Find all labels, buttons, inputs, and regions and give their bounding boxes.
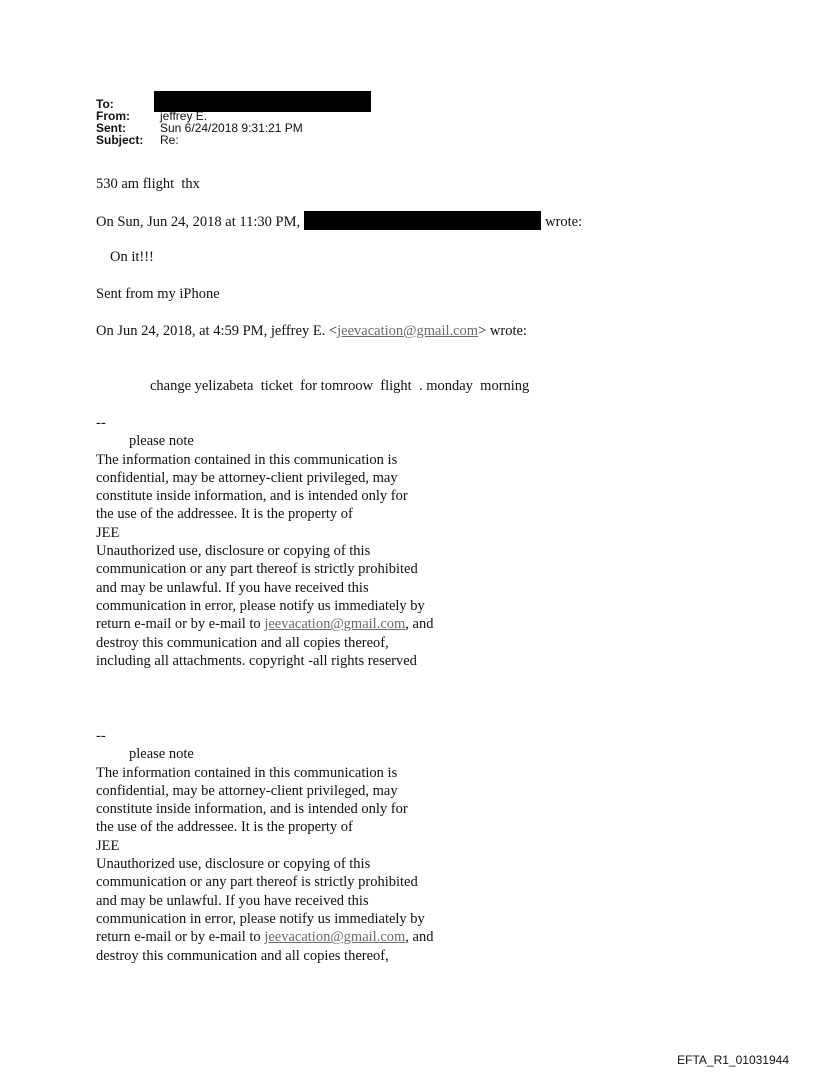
sent-label: Sent:	[96, 121, 126, 135]
disclaimer-line: and may be unlawful. If you have received this	[96, 579, 369, 596]
disclaimer-email-link[interactable]: jeevacation@gmail.com	[264, 616, 406, 633]
disclaimer-email-link[interactable]: jeevacation@gmail.com	[264, 929, 406, 946]
document-id: EFTA_R1_01031944	[677, 1053, 789, 1067]
disclaimer-line: The information contained in this communication is	[96, 451, 398, 468]
disclaimer-1	[96, 414, 433, 670]
reply-line: 530 am flight thx	[96, 176, 200, 192]
signature: Sent from my iPhone	[96, 286, 220, 302]
disclaimer-note: please note	[129, 433, 194, 450]
disclaimer-line: JEE	[96, 524, 120, 541]
disclaimer-line10-suffix: , and	[405, 929, 434, 946]
subject-value: Re:	[160, 133, 179, 147]
email-header	[96, 98, 303, 146]
disclaimer-line10-prefix: return e-mail or by e-mail to	[96, 929, 265, 946]
quote1-sender-redaction	[304, 211, 541, 230]
from-value: jeffrey E.	[160, 109, 208, 123]
subject-label: Subject:	[96, 133, 144, 147]
disclaimer-separator: --	[96, 728, 106, 744]
quote1-body: On it!!!	[110, 249, 154, 265]
quote2-email-link[interactable]: jeevacation@gmail.com	[337, 323, 479, 339]
disclaimer-separator: --	[96, 415, 106, 431]
quote1-suffix: wrote:	[545, 214, 583, 230]
disclaimer-line: The information contained in this communication is	[96, 764, 398, 781]
disclaimer-line-email	[96, 615, 433, 633]
quote1-attribution	[96, 211, 582, 231]
to-label: To:	[96, 97, 114, 111]
disclaimer-line: communication in error, please notify us immediately by	[96, 910, 425, 927]
from-label: From:	[96, 109, 130, 123]
disclaimer-line10-suffix: , and	[405, 616, 434, 633]
quote2-suffix: > wrote:	[478, 323, 527, 339]
disclaimer-line: and may be unlawful. If you have received this	[96, 892, 369, 909]
disclaimer-line: Unauthorized use, disclosure or copying of this	[96, 856, 371, 873]
disclaimer-line: the use of the addressee. It is the property of	[96, 506, 353, 523]
quote2-attribution	[96, 322, 527, 340]
disclaimer-line: constitute inside information, and is intended only for	[96, 801, 408, 818]
disclaimer-line10-prefix: return e-mail or by e-mail to	[96, 616, 265, 633]
quote2-prefix: On Jun 24, 2018, at 4:59 PM, jeffrey E. <	[96, 323, 338, 339]
disclaimer-line: the use of the addressee. It is the property of	[96, 819, 353, 836]
disclaimer-line: destroy this communication and all copies thereof,	[96, 634, 389, 651]
subject-row	[96, 134, 303, 146]
sent-value: Sun 6/24/2018 9:31:21 PM	[160, 121, 303, 135]
disclaimer-line: including all attachments. copyright -all rights reserved	[96, 652, 417, 669]
disclaimer-line-email	[96, 928, 433, 946]
disclaimer-line: confidential, may be attorney-client privileged, may	[96, 469, 398, 486]
disclaimer-line: JEE	[96, 837, 120, 854]
disclaimer-line: communication or any part thereof is strictly prohibited	[96, 561, 418, 578]
original-body: change yelizabeta ticket for tomroow flight . monday morning	[150, 378, 530, 394]
disclaimer-line: communication or any part thereof is strictly prohibited	[96, 874, 418, 891]
disclaimer-note: please note	[129, 746, 194, 763]
disclaimer-2	[96, 727, 433, 965]
disclaimer-line: Unauthorized use, disclosure or copying of this	[96, 543, 371, 560]
disclaimer-line: communication in error, please notify us immediately by	[96, 597, 425, 614]
quote1-prefix: On Sun, Jun 24, 2018 at 11:30 PM,	[96, 214, 301, 230]
disclaimer-line: confidential, may be attorney-client privileged, may	[96, 782, 398, 799]
disclaimer-line: destroy this communication and all copies thereof,	[96, 947, 389, 964]
disclaimer-line: constitute inside information, and is intended only for	[96, 488, 408, 505]
